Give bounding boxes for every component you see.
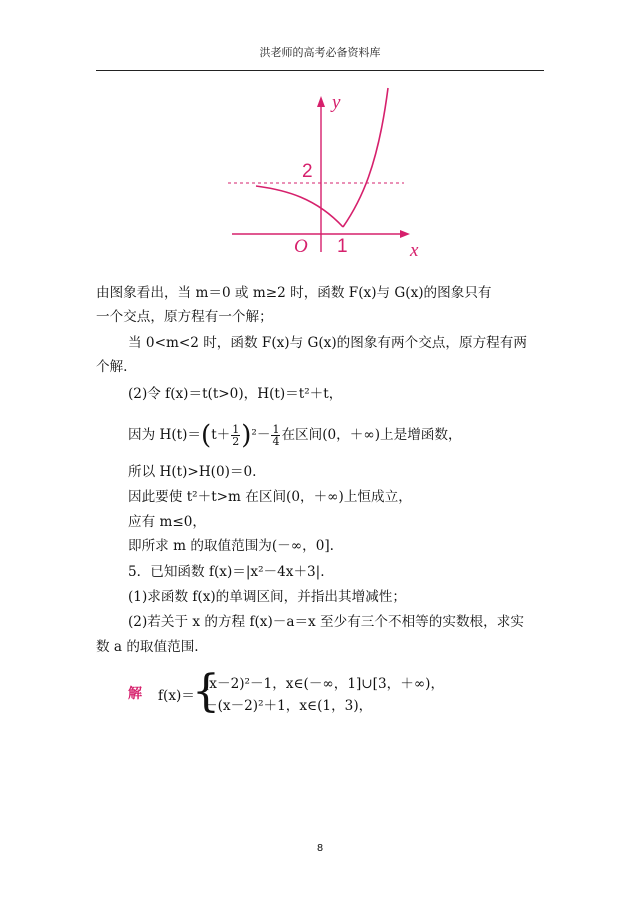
y-axis-label: y — [332, 92, 341, 113]
text-line-6: 所以 H(t)>H(0)＝0. — [128, 464, 257, 480]
eq-suffix: 在区间(0，＋∞)上是增函数， — [281, 427, 462, 443]
eq-square: ² — [251, 427, 257, 443]
equation-line — [128, 420, 584, 451]
fraction-one-quarter: $\frac{1}{4}$ — [272, 423, 280, 448]
piecewise-case-2: －(x－2)²＋1，x∈(1，3)， — [204, 698, 373, 714]
text-line-7: 因此要使 t²＋t>m 在区间(0，＋∞)上恒成立， — [128, 489, 412, 505]
text-line-5: (2)令 f(x)＝t(t>0)，H(t)＝t²＋t， — [128, 386, 343, 402]
text-line-9: 即所求 m 的取值范围为(－∞，0]. — [128, 538, 334, 554]
curve-left-branch — [256, 186, 343, 227]
function-graph — [226, 86, 432, 258]
x-axis-label: x — [410, 240, 419, 258]
page-header: 洪老师的高考必备资料库 — [259, 46, 381, 59]
text-line-3: 当 0<m<2 时，函数 F(x)与 G(x)的图象有两个交点，原方程有两 — [128, 335, 527, 351]
problem-5-part-2: (2)若关于 x 的方程 f(x)－a＝x 至少有三个不相等的实数根，求实 — [128, 614, 524, 630]
eq-t-plus: t＋ — [211, 427, 231, 443]
y-axis-arrow — [317, 96, 325, 107]
text-line-4: 个解. — [96, 359, 128, 375]
text-line-8: 应有 m≤0， — [128, 514, 207, 530]
problem-5-part-2-cont: 数 a 的取值范围. — [96, 639, 199, 655]
text-line-1: 由图象看出，当 m＝0 或 m≥2 时，函数 F(x)与 G(x)的图象只有 — [96, 285, 492, 301]
curve-right-branch — [343, 88, 388, 227]
header-rule — [96, 70, 544, 71]
piecewise-brace: { — [192, 666, 220, 717]
page-number: 8 — [316, 843, 324, 854]
eq-prefix: 因为 H(t)＝ — [128, 427, 202, 443]
problem-5-part-1: (1)求函数 f(x)的单调区间，并指出其增减性； — [128, 589, 406, 605]
piecewise-case-1: (x－2)²－1，x∈(－∞，1]∪[3，＋∞)， — [204, 676, 445, 692]
piecewise-lhs: f(x)＝ — [158, 688, 195, 704]
eq-paren-close: ) — [241, 420, 252, 451]
solution-label: 解 — [128, 686, 142, 702]
eq-paren-open: ( — [201, 420, 212, 451]
text-line-2: 一个交点，原方程有一个解； — [96, 309, 273, 325]
x-axis-arrow — [400, 230, 410, 238]
problem-5-statement: 5．已知函数 f(x)＝|x²－4x＋3|. — [128, 564, 325, 580]
origin-label: O — [294, 236, 308, 257]
eq-minus: － — [256, 427, 271, 443]
fraction-one-half: $\frac{1}{2}$ — [232, 423, 240, 448]
x-tick-label-1: 1 — [337, 236, 348, 257]
y-tick-label-2: 2 — [302, 161, 313, 182]
